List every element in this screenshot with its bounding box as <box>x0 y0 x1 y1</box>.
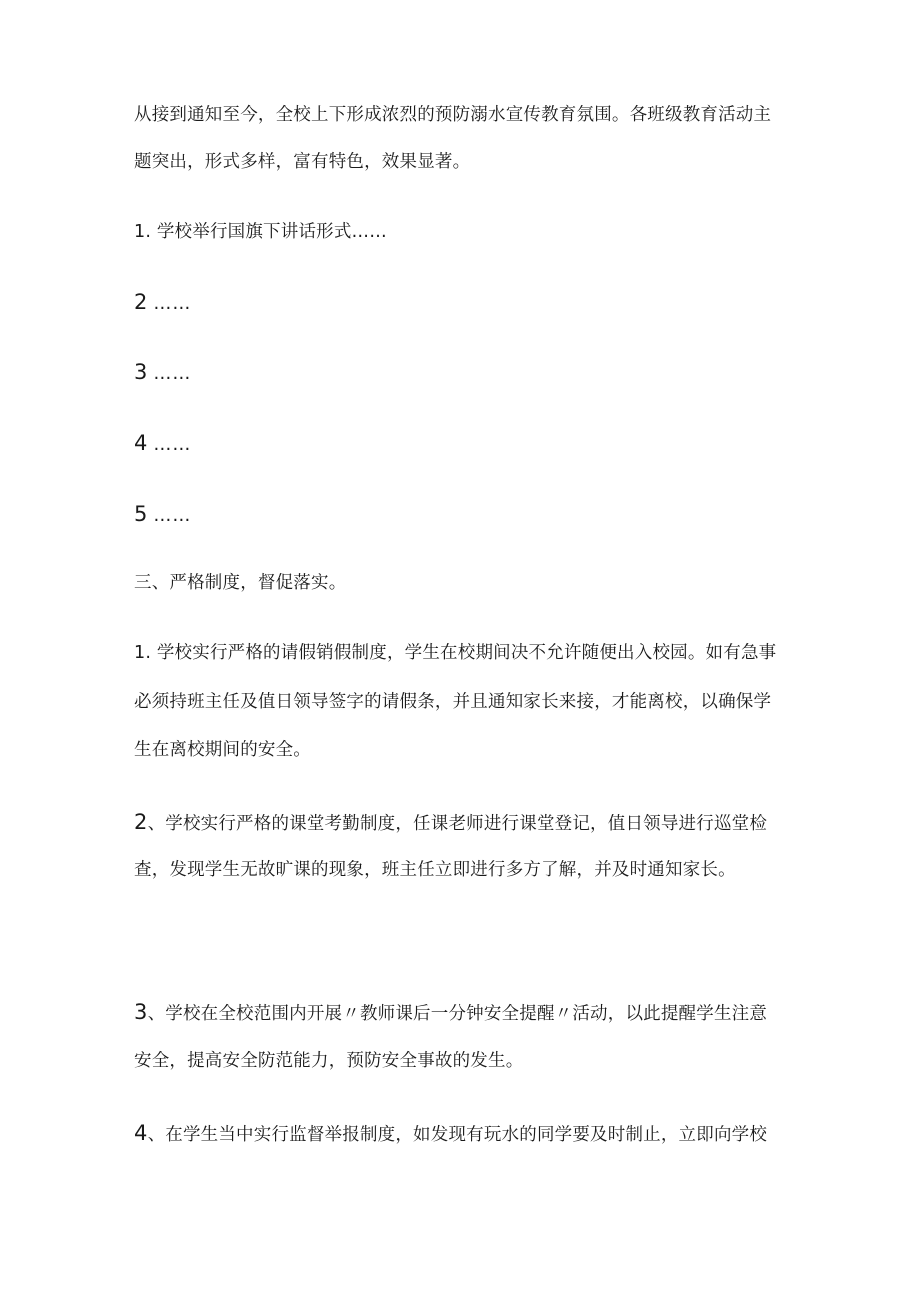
paragraph-2-line-2: 查，发现学生无故旷课的现象，班主任立即进行多方了解，并及时通知家长。 <box>134 860 736 880</box>
list-item-3-number: 3 <box>134 360 148 384</box>
list-item-4-number: 4 <box>134 431 148 455</box>
paragraph-2-line-1 <box>134 810 767 836</box>
paragraph-2-text: 、学校实行严格的课堂考勤制度，任课老师进行课堂登记，值日领导进行巡堂检 <box>147 814 768 834</box>
paragraph-3-text: 、学校在全校范围内开展〃教师课后一分钟安全提醒〃活动，以此提醒学生注意 <box>147 1004 768 1024</box>
list-item-4-ellipsis: …… <box>153 434 192 455</box>
paragraph-4-number: 4 <box>134 1121 148 1145</box>
paragraph-3-line-2: 安全，提高安全防范能力，预防安全事故的发生。 <box>134 1051 524 1071</box>
paragraph-1-line-2: 必须持班主任及值日领导签字的请假条，并且通知家长来接，才能离校，以确保学 <box>134 692 772 712</box>
list-item-2 <box>134 290 191 316</box>
intro-line-2: 题突出，形式多样，富有特色，效果显著。 <box>134 152 471 172</box>
intro-line-1: 从接到通知至今，全校上下形成浓烈的预防溺水宣传教育氛围。各班级教育活动主 <box>134 105 772 125</box>
list-item-5-number: 5 <box>134 502 148 526</box>
paragraph-1-line-3: 生在离校期间的安全。 <box>134 740 311 760</box>
paragraph-2-number: 2 <box>134 810 148 834</box>
paragraph-1-line-1: 1. 学校实行严格的请假销假制度，学生在校期间决不允许随便出入校园。如有急事 <box>134 643 777 663</box>
list-item-5-ellipsis: …… <box>153 505 192 526</box>
list-item-2-number: 2 <box>134 290 148 314</box>
section-heading: 三、严格制度，督促落实。 <box>134 573 347 593</box>
paragraph-4-line-1 <box>134 1121 767 1147</box>
paragraph-3-line-1 <box>134 1000 767 1026</box>
list-item-2-ellipsis: …… <box>153 293 192 314</box>
list-item-1: 1. 学校举行国旗下讲话形式…… <box>134 222 387 242</box>
list-item-3-ellipsis: …… <box>153 363 192 384</box>
paragraph-3-number: 3 <box>134 1000 148 1024</box>
list-item-4 <box>134 431 191 457</box>
paragraph-4-text: 、在学生当中实行监督举报制度，如发现有玩水的同学要及时制止，立即向学校 <box>147 1125 768 1145</box>
list-item-5 <box>134 502 191 528</box>
list-item-3 <box>134 360 191 386</box>
